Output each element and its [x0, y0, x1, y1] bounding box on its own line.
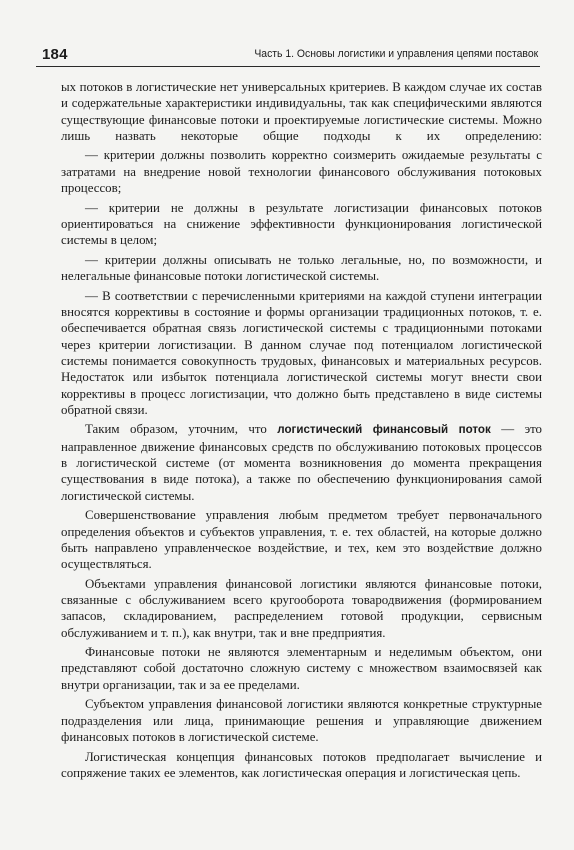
definition-term: логистический финансовый поток — [277, 423, 491, 437]
page-header — [36, 44, 540, 67]
paragraph-concept: Логистическая концепция финансовых потоков предполагает вычисление и сопряжение таких ее элементов, как логистическая операция и логистическая цепь. — [61, 749, 542, 780]
running-head: Часть 1. Основы логистики и управления цепями поставок — [254, 48, 538, 60]
body-text — [61, 79, 542, 784]
paragraph-subject: Субъектом управления финансовой логистики являются конкретные структурные подразделения или лица, принимающие решения и управляющие движением финансовых потоков в логистической системе. — [61, 697, 542, 744]
paragraph-intro: ых потоков в логистические нет универсальных критериев. В каждом случае их состав и содержательные характеристики индивидуальны, так как специфическими являются существующие финансовые потоки и проектируемые логистические системы. Можно лишь назвать некоторые общие подходы к их определению: — [61, 80, 542, 143]
paragraph-management: Совершенствование управления любым предметом требует первоначального определения объектов и субъектов управления, т. е. тех областей, на которые должно быть направлено управленческое воздействие, и тех, кем это воздействие должно осуществляться. — [61, 508, 542, 572]
definition-after: — это направленное движение финансовых средств по обслуживанию потоковых процессов в логистической системе (от момента возникновения до момента прекращения существования в виде потока), а также по обеспечению функционирования самой логистической системы. — [61, 422, 543, 503]
definition-before: Таким образом, уточним, что — [85, 422, 278, 437]
page-number: 184 — [42, 46, 68, 63]
paragraph-flows-system: Финансовые потоки не являются элементарным и неделимым объектом, они представляют собой достаточно сложную систему с множеством взаимосвязей как внутри организации, так и за ее пределами. — [61, 645, 542, 692]
paragraph-definition — [61, 421, 542, 503]
paragraph-objects: Объектами управления финансовой логистики являются финансовые потоки, связанные с обслуживанием всего кругооборота товародвижения (формированием запасов, складированием, распределением готовой продукции, сервисным обслуживанием и т. п.), как внутри, так и вне предприятия. — [61, 576, 542, 640]
criteria-item-2: — критерии не должны в результате логистизации финансовых потоков ориентироваться на снижение эффективности функционирования логистической системы в целом; — [61, 200, 542, 248]
criteria-item-4: — В соответствии с перечисленными критериями на каждой ступени интеграции вносятся коррективы в состояние и формы организации традиционных потоков, т. е. обеспечивается обратная связь логистической системы с традиционными потоками через критерии логистизации. В данном случае под потенциалом логистической системы понимается совокупность трудовых, финансовых и материальных ресурсов. Недостаток или избыток потенциала логистической системы могут внести свои коррективы в процесс логистизации, что должно быть представлено в виде системы обратной связи. — [61, 288, 542, 417]
criteria-item-1: — критерии должны позволить корректно соизмерить ожидаемые результаты с затратами на внедрение новой технологии финансового обслуживания потоковых процессов; — [61, 148, 542, 196]
criteria-item-3: — критерии должны описывать не только легальные, но, по возможности, и нелегальные финансовые потоки логистической системы. — [61, 252, 542, 284]
